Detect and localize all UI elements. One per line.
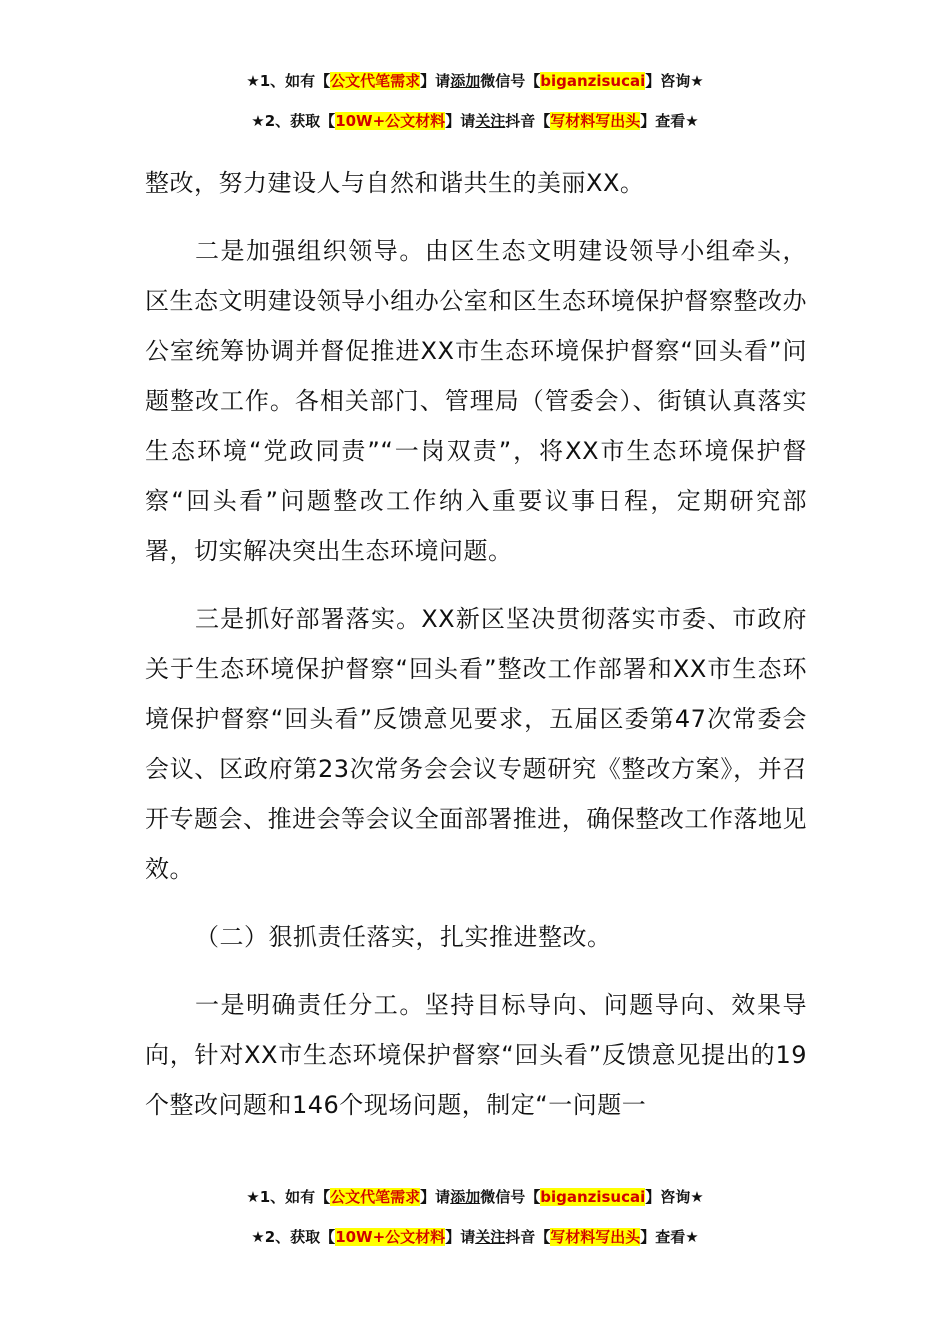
banner-text: 】请 <box>445 112 476 130</box>
banner-text: ★2、获取【 <box>251 112 336 130</box>
footer-banner-line-2 <box>0 1226 950 1248</box>
banner-text: 】咨询★ <box>645 1188 704 1206</box>
banner-text: ★1、如有【 <box>246 1188 331 1206</box>
paragraph-deployment: 三是抓好部署落实。XX新区坚决贯彻落实市委、市政府关于生态环境保护督察“回头看”整改工作部署和XX市生态环境保护督察“回头看”反馈意见要求，五届区委第47次常委会会议、区政府第23次常务会会议专题研究《整改方案》，并召开专题会、推进会等会议全面部署推进，确保整改工作落地见效。 <box>145 605 807 883</box>
banner-underline: 添加 <box>450 72 481 90</box>
banner-highlight: biganzisucai <box>540 72 646 90</box>
banner-highlight: 10W+公文材料 <box>335 112 446 130</box>
footer-banner-line-1 <box>0 1186 950 1208</box>
banner-text: 】请 <box>420 1188 451 1206</box>
paragraph-organization-leadership: 二是加强组织领导。由区生态文明建设领导小组牵头，区生态文明建设领导小组办公室和区生态环境保护督察整改办公室统筹协调并督促推进XX市生态环境保护督察“回头看”问题整改工作。各相关部门、管理局（管委会）、街镇认真落实生态环境“党政同责”“一岗双责”，将XX市生态环境保护督察“回头看”问题整改工作纳入重要议事日程，定期研究部署，切实解决突出生态环境问题。 <box>145 237 807 565</box>
banner-text: ★2、获取【 <box>251 1228 336 1246</box>
banner-highlight: 公文代笔需求 <box>330 1188 421 1206</box>
header-banner-line-1 <box>0 70 950 92</box>
banner-text: 】查看★ <box>640 1228 699 1246</box>
banner-underline: 关注 <box>475 1228 506 1246</box>
banner-underline: 关注 <box>475 112 506 130</box>
banner-highlight: biganzisucai <box>540 1188 646 1206</box>
paragraph-continuation: 整改，努力建设人与自然和谐共生的美丽XX。 <box>145 169 645 197</box>
banner-text: 】请 <box>420 72 451 90</box>
document-body <box>145 158 807 1148</box>
banner-highlight: 公文代笔需求 <box>330 72 421 90</box>
banner-highlight: 写材料写出头 <box>550 112 641 130</box>
section-heading-responsibility: （二）狠抓责任落实，扎实推进整改。 <box>195 923 612 951</box>
banner-underline: 添加 <box>450 1188 481 1206</box>
banner-highlight: 10W+公文材料 <box>335 1228 446 1246</box>
banner-text: 】查看★ <box>640 112 699 130</box>
banner-text: 】请 <box>445 1228 476 1246</box>
header-banner-line-2 <box>0 110 950 132</box>
banner-text: 抖音【 <box>505 112 551 130</box>
banner-text: 微信号【 <box>480 72 541 90</box>
banner-text: ★1、如有【 <box>246 72 331 90</box>
banner-highlight: 写材料写出头 <box>550 1228 641 1246</box>
paragraph-responsibility-division: 一是明确责任分工。坚持目标导向、问题导向、效果导向，针对XX市生态环境保护督察“回头看”反馈意见提出的19个整改问题和146个现场问题，制定“一问题一 <box>145 991 807 1119</box>
banner-text: 微信号【 <box>480 1188 541 1206</box>
banner-text: 】咨询★ <box>645 72 704 90</box>
banner-text: 抖音【 <box>505 1228 551 1246</box>
